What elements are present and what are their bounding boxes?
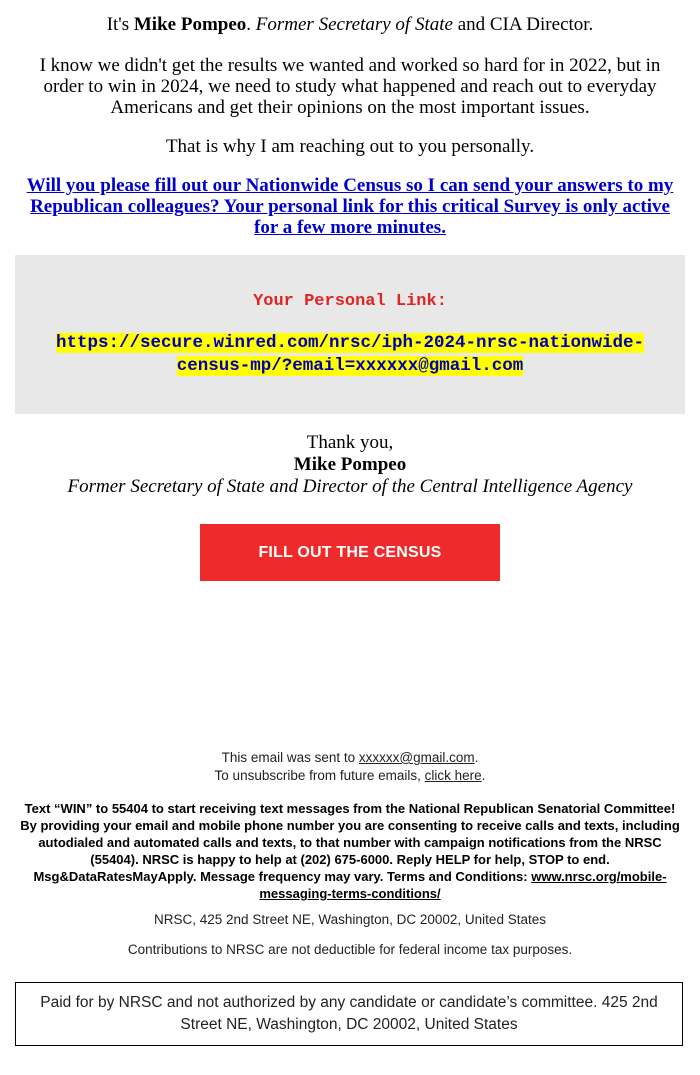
signoff-role: Former Secretary of State and Director of the Central Intelligence Agency [67, 476, 633, 497]
unsub-prefix: To unsubscribe from future emails, [214, 768, 425, 783]
census-call-to-action [20, 175, 680, 238]
signoff-name: Mike Pompeo [293, 454, 407, 475]
personal-link-box [15, 255, 685, 414]
sms-terms-link[interactable]: www.nrsc.org/mobile-messaging-terms-conditions/ [259, 869, 667, 901]
footer-address: NRSC, 425 2nd Street NE, Washington, DC 20002, United States [154, 912, 546, 927]
recipient-email-link[interactable]: xxxxxx@gmail.com [358, 750, 475, 765]
footer-unsubscribe-line [15, 767, 685, 785]
intro-prefix: It's [106, 14, 134, 35]
personal-link-label: Your Personal Link: [253, 292, 447, 311]
sender-title: Former Secretary of State [255, 14, 453, 35]
footer-sent-line [15, 749, 685, 767]
unsubscribe-link[interactable]: click here [424, 768, 482, 783]
footer-tax-notice: Contributions to NRSC are not deductible for federal income tax purposes. [127, 942, 573, 957]
sent-suffix: . [474, 750, 479, 765]
sms-terms-text: Text “WIN” to 55404 to start receiving text messages from the National Republican Senatorial Committee! By providing your email and mobile phone number you are consenting to receive calls and texts, including autodialed and automated calls and texts, to that number with campaign notifications from the NRSC (55404). NRSC is happy to help at (202) 675-6000. Reply HELP for help, STOP to end. Msg&DataRatesMayApply. Message frequency may vary. Terms and Conditions: [20, 801, 680, 884]
footer-sms-terms [15, 800, 685, 902]
intro-paragraph-3: That is why I am reaching out to you personally. [165, 136, 535, 157]
unsub-suffix: . [481, 768, 486, 783]
signoff-thanks: Thank you, [306, 432, 394, 453]
census-link[interactable]: Will you please fill out our Nationwide Census so I can send your answers to my Republican colleagues? Your personal link for this critical Survey is only active for a few more minutes. [26, 175, 674, 238]
intro-paragraph-2: I know we didn't get the results we wanted and worked so hard for in 2022, but in order to win in 2024, we need to study what happened and reach out to everyday Americans and get their opinions on the most important issues. [39, 55, 661, 118]
intro-paragraph-1 [20, 14, 680, 35]
intro-separator: . [246, 14, 256, 35]
fill-out-census-button[interactable]: FILL OUT THE CENSUS [200, 524, 500, 581]
sender-name: Mike Pompeo [133, 14, 247, 35]
intro-suffix: and CIA Director. [452, 14, 594, 35]
personal-link-url[interactable]: https://secure.winred.com/nrsc/iph-2024-nrsc-nationwide-census-mp/?email=xxxxxx@gmail.com [55, 333, 645, 376]
sent-prefix: This email was sent to [221, 750, 359, 765]
footer-sent-notice [15, 749, 685, 785]
paid-for-disclaimer: Paid for by NRSC and not authorized by any candidate or candidate’s committee. 425 2nd Street NE, Washington, DC 20002, United States [15, 982, 683, 1046]
personal-link-url-container [30, 332, 670, 378]
signoff [20, 432, 680, 498]
